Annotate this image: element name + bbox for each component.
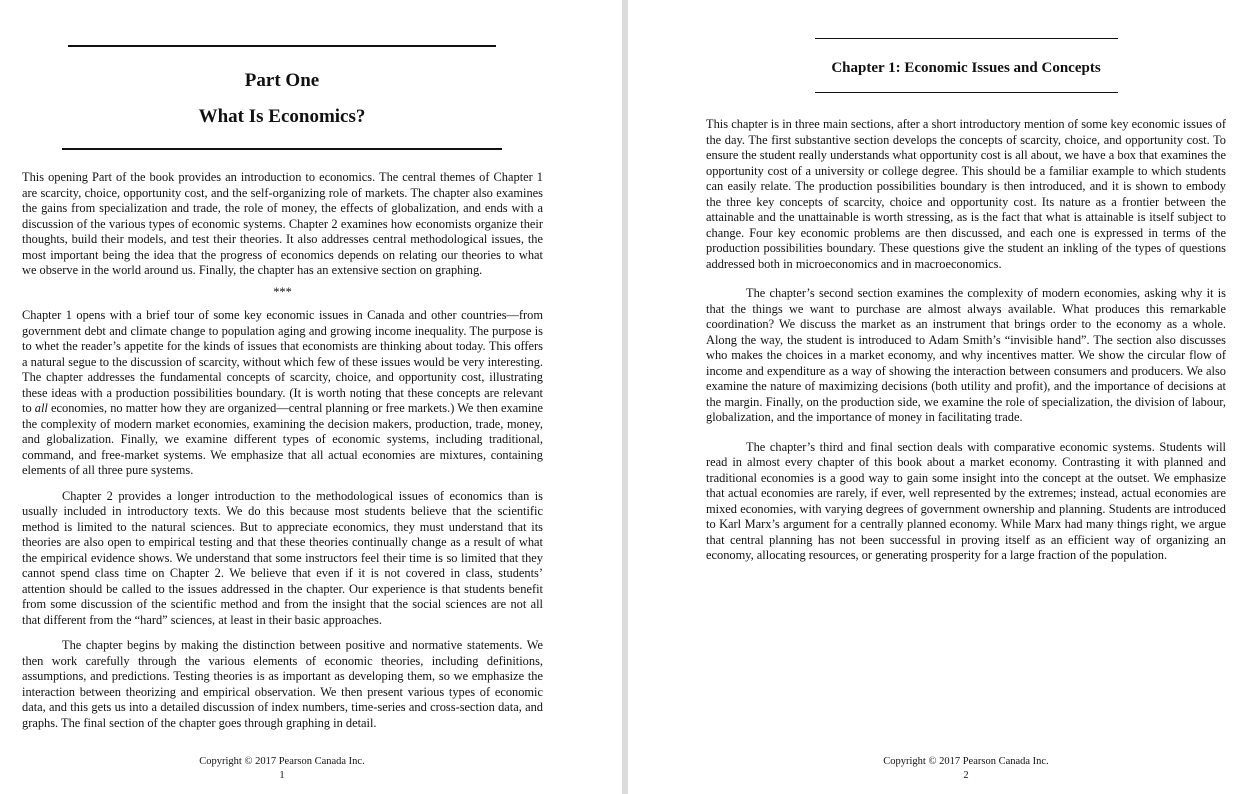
overview-paragraph: This chapter is in three main sections, after a short introductory mention of some key economic issues of the day. The first substantive section develops the concepts of scarcity, choice, and opportunity cost. To ensure the student really understands what opportunity cost is all about, we have a box that examines the opportunity cost of a university or college degree. This should be a familiar example to which students can easily relate. The production possibilities boundary is then introduced, and it is shown to embody the three key concepts of scarcity, choice and opportunity cost. Its nature as a frontier between the attainable and the unattainable is worth stressing, as is the fact that what is attainable is itself subject to change. Four key economic problems are then discussed, and each one is expressed in terms of the production possibilities boundary. These questions give the student an inkling of the types of questions addressed both in microeconomics and in macroeconomics. <box>706 117 1226 271</box>
title-rule <box>815 92 1118 93</box>
chapter-2-summary-paragraph: Chapter 2 provides a longer introduction to the methodological issues of economics than is usually included in introductory texts. We do this because most students believe that the scientific method is limited to the natural sciences. But to appreciate economics, they must understand that its theories are also open to empirical testing and that these theories continually change as a result of what the empirical evidence shows. We understand that some instructors feel their time is so limited that they cannot spend class time on Chapter 2. We believe that even if it is not covered in class, students’ attention should be called to the issues addressed in the chapter. Our experience is that students benefit from some discussion of the scientific method and from the insight that the social sciences are not all that different from the “hard” sciences, at least in their basic approaches. <box>22 488 543 627</box>
top-rule <box>815 38 1118 39</box>
page-2-footer <box>706 755 1226 783</box>
page-2 <box>628 0 1254 794</box>
text-run: economies, no matter how they are organized—central planning or free markets.) We then examine the complexity of modern market economies, examining the decision makers, production, trade, money, and globalization. Finally, we examine different types of economic systems, including traditional, command, and free-market systems. We emphasize that all actual economies are mixtures, containing elements of all three pure systems. <box>22 401 543 477</box>
page-number: 1 <box>279 770 285 781</box>
part-title: What Is Economics? <box>198 106 366 127</box>
title-rule <box>62 148 502 150</box>
copyright-notice: Copyright © 2017 Pearson Canada Inc. <box>883 756 1049 767</box>
copyright-notice: Copyright © 2017 Pearson Canada Inc. <box>199 756 365 767</box>
chapter-2-details-paragraph: The chapter begins by making the distinction between positive and normative statements. We then work carefully through the various elements of economic theories, including definitions, assumptions, and predictions. Testing theories is as important as developing them, so we emphasize the interaction between theorizing and empirical observation. We then present various types of economic data, and this gets us into a detailed discussion of index numbers, time-series and cross-section data, and graphs. The final section of the chapter goes through graphing in detail. <box>22 638 543 730</box>
page-number: 2 <box>963 770 969 781</box>
part-label: Part One <box>244 70 320 91</box>
page-1-footer <box>0 755 564 783</box>
emphasis: all <box>34 401 48 415</box>
intro-paragraph: This opening Part of the book provides an introduction to economics. The central themes of Chapter 1 are scarcity, choice, opportunity cost, and the self-organizing role of markets. The chapter also examines the gains from specialization and trade, the role of money, the effects of globalization, and ends with a discussion of the various types of economic systems. Chapter 2 examines how economists organize their thoughts, build their models, and test their theories. It also addresses central methodological issues, the most important being the idea that the progress of economics depends on relating our theories to what we observe in the world around us. Finally, the chapter has an extensive section on graphing. <box>22 170 543 277</box>
page-1 <box>0 0 622 794</box>
top-rule <box>68 45 496 47</box>
text-run: Chapter 1 opens with a brief tour of some key economic issues in Canada and other countries—from government debt and climate change to population aging and growing income inequality. The purpose is to whet the reader’s appetite for the kinds of issues that economists are thinking about today. This offers a natural segue to the discussion of scarcity, without which few of these issues would be very interesting. The chapter addresses the fundamental concepts of scarcity, choice, and opportunity cost, illustrating these ideas with a production possibilities boundary. (It is worth noting that these concepts are relevant to <box>22 308 543 415</box>
page-2-body <box>706 117 1226 564</box>
chapter-1-summary-paragraph <box>22 308 543 479</box>
second-section-paragraph: The chapter’s second section examines the complexity of modern economies, asking why it is that the things we want to purchase are almost always available. What produces this remarkable coordination? We discuss the market as an instrument that brings order to the economy as a whole. Along the way, the student is introduced to Adam Smith’s “invisible hand”. The section also discusses who makes the choices in a market economy, and why incentives matter. We show the circular flow of income and expenditure as a way of showing the interaction between consumers and producers. We also examine the nature of maximizing decisions (both utility and profit), and the importance of decisions at the margin. Finally, on the production side, we examine the role of specialization, the division of labour, globalization, and the importance of money in facilitating trade. <box>706 286 1226 424</box>
third-section-paragraph: The chapter’s third and final section deals with comparative economic systems. Students will read in almost every chapter of this book about a market economy. Contrasting it with planned and traditional economies is a good way to gain some insight into the concept at the outset. We emphasize that actual economies are rarely, if ever, well represented by the extremes; instead, actual economies are mixed economies, with varying degrees of government ownership and planning. Students are introduced to Karl Marx’s argument for a centrally planned economy. While Marx had many things right, we argue that central planning has not been successful in proving itself as an efficient way of organizing an economy, allocating resources, or generating prosperity for a large fraction of the population. <box>706 439 1226 562</box>
chapter-title: Chapter 1: Economic Issues and Concepts <box>831 60 1101 76</box>
page-1-body <box>22 170 543 731</box>
section-separator: *** <box>273 284 292 299</box>
